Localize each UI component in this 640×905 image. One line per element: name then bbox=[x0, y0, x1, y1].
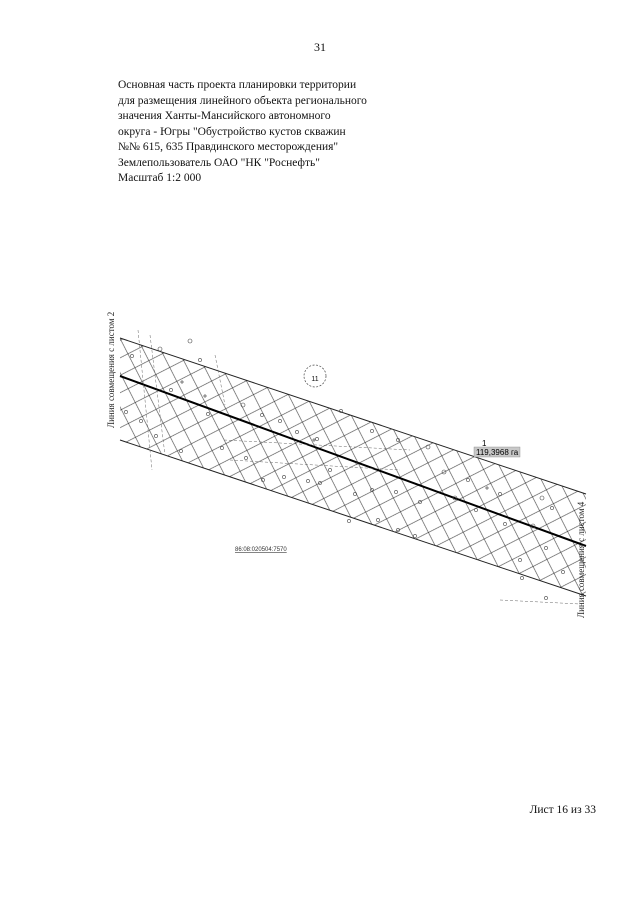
title-line: Землепользователь ОАО "НК "Роснефть" bbox=[118, 156, 320, 169]
area-value: 119,3968 га bbox=[476, 448, 519, 457]
left-match-line-label: Линия совмещения с листом 2 bbox=[106, 311, 116, 428]
title-line: №№ 615, 635 Правдинского месторождения" bbox=[118, 141, 339, 153]
planning-boundary-area bbox=[120, 338, 586, 596]
title-line: Масштаб 1:2 000 bbox=[118, 172, 202, 184]
title-line: Основная часть проекта планировки территории bbox=[118, 79, 357, 91]
area-id: 1 bbox=[482, 439, 487, 448]
title-line: округа - Югры "Обустройство кустов скважин bbox=[118, 125, 346, 138]
title-line: значения Ханты-Мансийского автономного bbox=[118, 110, 331, 122]
title-line: для размещения линейного объекта регионального bbox=[118, 94, 367, 107]
point-label: 11 bbox=[311, 376, 319, 383]
cadastral-number: 86:08:020504:7570 bbox=[235, 547, 287, 553]
right-match-line-label: Линия совмещения с листом 4 bbox=[576, 501, 586, 618]
page-number: 31 bbox=[314, 40, 326, 54]
sheet-footer: Лист 16 из 33 bbox=[529, 804, 596, 816]
